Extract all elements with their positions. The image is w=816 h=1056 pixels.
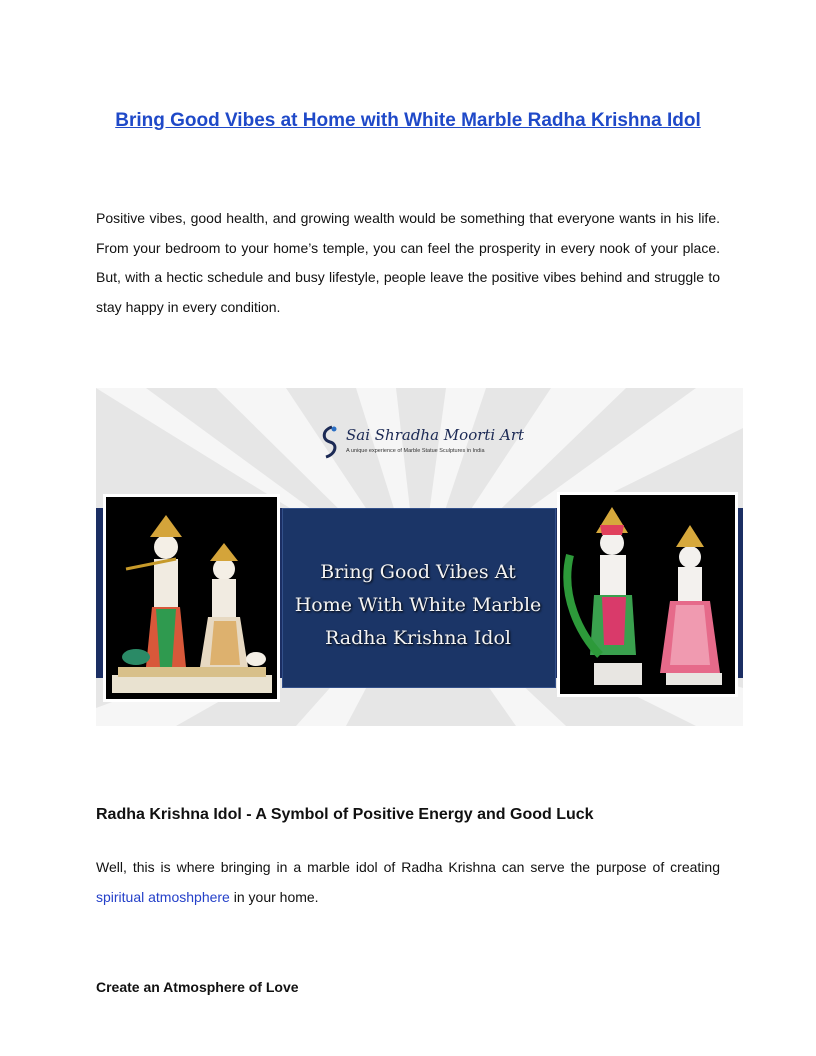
section-paragraph [96, 853, 720, 912]
banner-heading-line3: Radha Krishna Idol [325, 627, 511, 649]
banner-heading [282, 556, 554, 655]
idol-photo-right [557, 492, 738, 697]
section-text-before: Well, this is where bringing in a marble idol of Radha Krishna can serve the purpose of creating [96, 859, 720, 875]
logo-tagline: A unique experience of Marble Statue Sculptures in India [346, 448, 485, 454]
section-heading: Radha Krishna Idol - A Symbol of Positive Energy and Good Luck [96, 806, 594, 823]
spiritual-atmosphere-link[interactable]: spiritual atmoshphere [96, 888, 230, 905]
page-title-link[interactable]: Bring Good Vibes at Home with White Marble Radha Krishna Idol [115, 110, 701, 131]
brand-logo [318, 424, 528, 468]
idol-illustration-left [106, 497, 277, 699]
logo-text: Sai Shradha Moorti Art [346, 426, 525, 444]
section-text-after: in your home. [229, 888, 319, 905]
idol-illustration-right [560, 495, 735, 694]
banner-heading-line2: Home With White Marble [294, 594, 542, 616]
intro-paragraph: Positive vibes, good health, and growing wealth would be something that everyone wants in his life. From your bedroom to your home’s temple, you can feel the prosperity in every nook of your place. But, with a hectic schedule and busy lifestyle, people leave the positive vibes behind and struggle to stay happy in every condition. [96, 210, 720, 315]
idol-photo-left [103, 494, 280, 702]
subheading: Create an Atmosphere of Love [96, 979, 299, 995]
logo-swirl-icon [318, 424, 342, 460]
banner-heading-line1: Bring Good Vibes At [320, 561, 516, 583]
banner-image [96, 388, 743, 726]
